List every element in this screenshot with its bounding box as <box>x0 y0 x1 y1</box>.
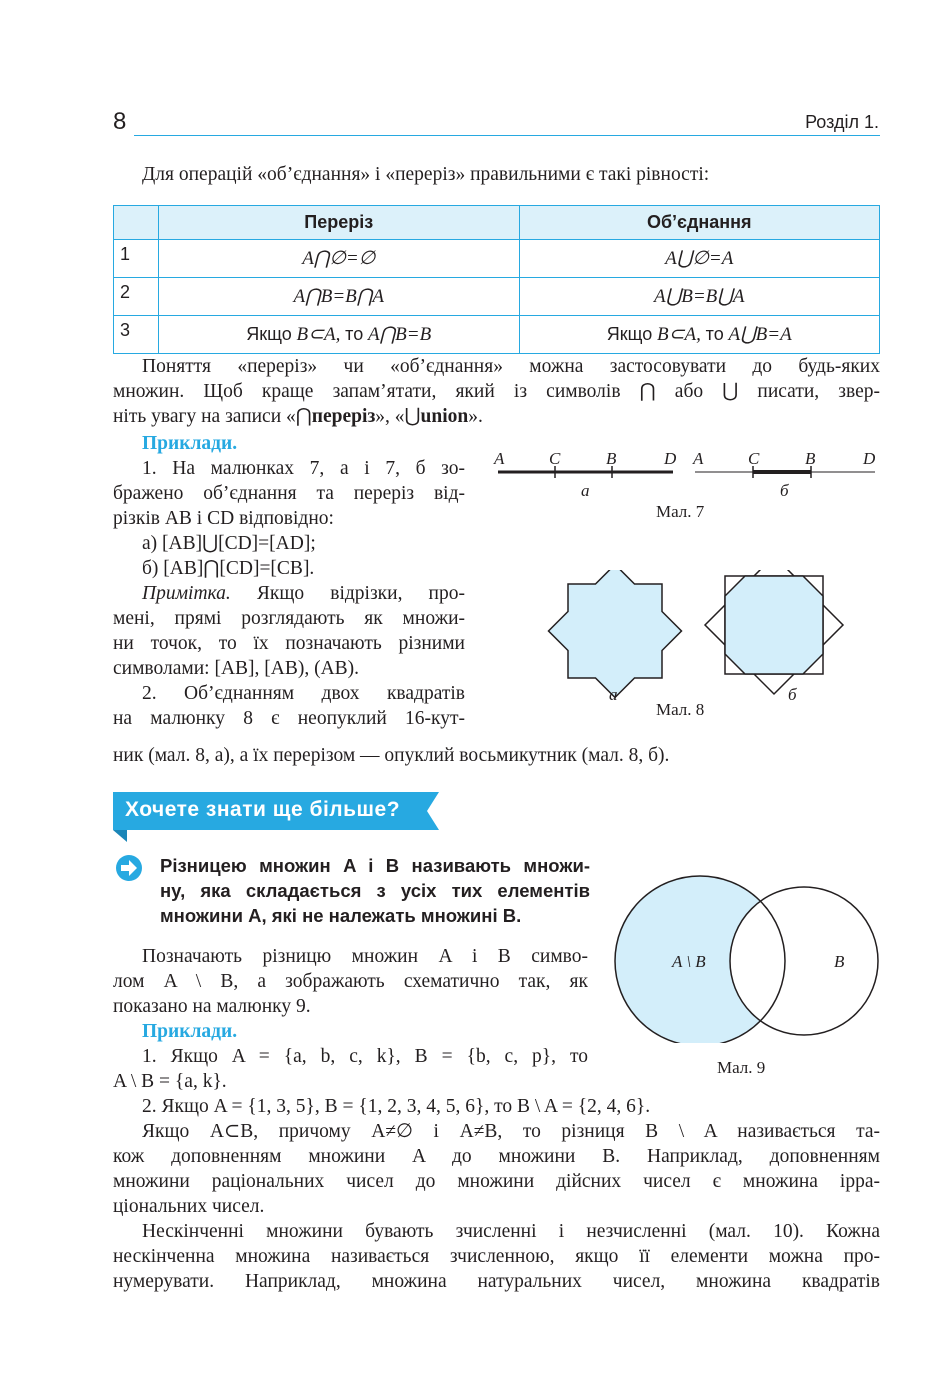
intersection-cell <box>159 316 520 354</box>
text-line: мені, прямі розглядають як множи- <box>113 608 465 629</box>
table-header-row <box>114 206 880 240</box>
paragraph-complement <box>113 1094 880 1294</box>
text-line: а) [AB]⋃[CD]=[AD]; <box>142 533 316 554</box>
text-line: Нескінченні множини бувають зчисленні і незчисленні (мал. 10). Кожна <box>142 1221 880 1242</box>
text-line: множини A, які не належать множині B. <box>160 905 522 926</box>
point-label: A <box>693 449 704 468</box>
union-cell: A⋃∅=A <box>519 240 880 278</box>
text-line: 2. Якщо A = {1, 3, 5}, B = {1, 2, 3, 4, 5, 6}, то B \ A = {2, 4, 6}. <box>142 1096 651 1117</box>
arrow-right-icon <box>115 854 145 884</box>
text-line: 2. Об’єднанням двох квадратів <box>142 683 465 704</box>
region-label-b: B <box>834 952 845 971</box>
subfigure-label: б <box>780 481 789 500</box>
cell-text: то <box>705 324 724 344</box>
cell-text: Якщо <box>606 324 653 344</box>
union-cell: A⋃B=B⋃A <box>519 278 880 316</box>
text-line: ник (мал. 8, а), а їх перерізом — опуклий восьмикутник (мал. 8, б). <box>113 745 670 766</box>
intro-text: Для операцій «об’єднання» і «переріз» правильними є такі рівності: <box>142 164 710 185</box>
text-line: 1. На малюнках 7, а і 7, б зо- <box>142 458 465 479</box>
definition-text <box>160 853 590 928</box>
cell-formula: B⊂A, <box>657 324 701 345</box>
text-line: множини раціональних чисел до множини дійсних чисел є множина ірра- <box>113 1171 880 1192</box>
figure-7 <box>480 444 880 534</box>
point-label: B <box>805 449 816 468</box>
text-line: нумерувати. Наприклад, множина натуральних чисел, множина квадратів <box>113 1271 880 1292</box>
cell-text: то <box>345 324 364 344</box>
point-label: A <box>494 449 505 468</box>
figure-8 <box>520 570 850 725</box>
text-line: Примітка. Якщо відрізки, про- <box>142 583 465 604</box>
text-line: Поняття «переріз» чи «об’єднання» можна застосовувати до будь-яких <box>142 356 880 377</box>
figure-caption: Мал. 7 <box>656 502 705 521</box>
subfigure-label: а <box>581 481 590 500</box>
paragraph-sets <box>113 354 880 429</box>
table-row <box>114 316 880 354</box>
text-line: б) [AB]⋂[CD]=[CB]. <box>142 558 315 579</box>
text-line: ни точок, то їх позначають різними <box>113 633 465 654</box>
page-number: 8 <box>113 108 127 135</box>
figure-caption: Мал. 9 <box>717 1058 766 1077</box>
table-row <box>114 278 880 316</box>
header-rule <box>134 135 880 136</box>
row-number: 1 <box>114 240 159 278</box>
text-line: символами: [AB], [AB), (AB). <box>113 658 360 679</box>
examples-heading: Приклади. <box>142 1021 238 1042</box>
text-line: Якщо A⊂B, причому A≠∅ і A≠B, то різниця B \ A називається та- <box>142 1121 880 1142</box>
text-line: 1. Якщо A = {a, b, c, k}, B = {b, c, p}, то <box>142 1046 588 1067</box>
point-label: C <box>748 449 760 468</box>
union-cell <box>519 316 880 354</box>
point-label: B <box>606 449 617 468</box>
cell-formula: B⊂A, <box>296 324 341 345</box>
intersection-cell: A⋂∅=∅ <box>159 240 520 278</box>
subfigure-label: б <box>788 685 797 704</box>
row-number: 3 <box>114 316 159 354</box>
text-line: нескінченна множина називається зчисленною, якщо її елементи можна про- <box>113 1246 880 1267</box>
text-line: різків AB і CD відповідно: <box>113 508 334 529</box>
text-line: бражено об’єднання та переріз від- <box>113 483 465 504</box>
point-label: D <box>664 449 677 468</box>
cell-text: Якщо <box>246 324 292 344</box>
text-line: лом A \ B, а зображають схематично так, як <box>113 971 588 992</box>
cell-formula: A⋃B=A <box>728 324 792 345</box>
point-label: C <box>549 449 561 468</box>
figure-9 <box>612 868 884 1083</box>
text-line: ну, яка складається з усіх тих елементів <box>160 880 590 901</box>
table-header-intersection: Переріз <box>159 206 520 240</box>
section-title: Розділ 1. <box>805 112 879 132</box>
table-header-union: Об’єднання <box>519 206 880 240</box>
note-label: Примітка. <box>142 583 231 604</box>
subfigure-label: а <box>609 685 618 704</box>
table-header-empty <box>114 206 159 240</box>
text-line: ціональних чисел. <box>113 1196 265 1217</box>
text-line: ніть увагу на записи «⋂переріз», «⋃union». <box>113 406 483 427</box>
table-row <box>114 240 880 278</box>
text-line: показано на малюнку 9. <box>113 996 311 1017</box>
rules-table <box>113 205 880 354</box>
squares-diagram <box>520 570 850 700</box>
text-line: Позначають різницю множин A і B симво- <box>142 946 588 967</box>
figure-caption: Мал. 8 <box>656 700 705 719</box>
text-line: множин. Щоб краще запам’ятати, який із символів ⋂ або ⋃ писати, звер- <box>113 381 880 402</box>
banner-title: Хочете знати ще більше? <box>125 798 401 821</box>
text-line: Різницею множин A і B називають множи- <box>160 855 590 876</box>
examples-block-1 <box>113 431 465 731</box>
row-number: 2 <box>114 278 159 316</box>
cell-formula: A⋂B=B <box>367 324 432 345</box>
examples-heading: Приклади. <box>142 433 238 454</box>
text-line: кож доповненням множини A до множини B. Наприклад, доповненням <box>113 1146 880 1167</box>
paragraph-difference <box>113 944 588 1094</box>
text-line: на малюнку 8 є неопуклий 16-кут- <box>113 708 465 729</box>
point-label: D <box>863 449 876 468</box>
region-label-a-minus-b: A \ B <box>672 952 706 971</box>
intersection-cell: A⋂B=B⋂A <box>159 278 520 316</box>
text-line: A \ B = {a, k}. <box>113 1071 227 1092</box>
